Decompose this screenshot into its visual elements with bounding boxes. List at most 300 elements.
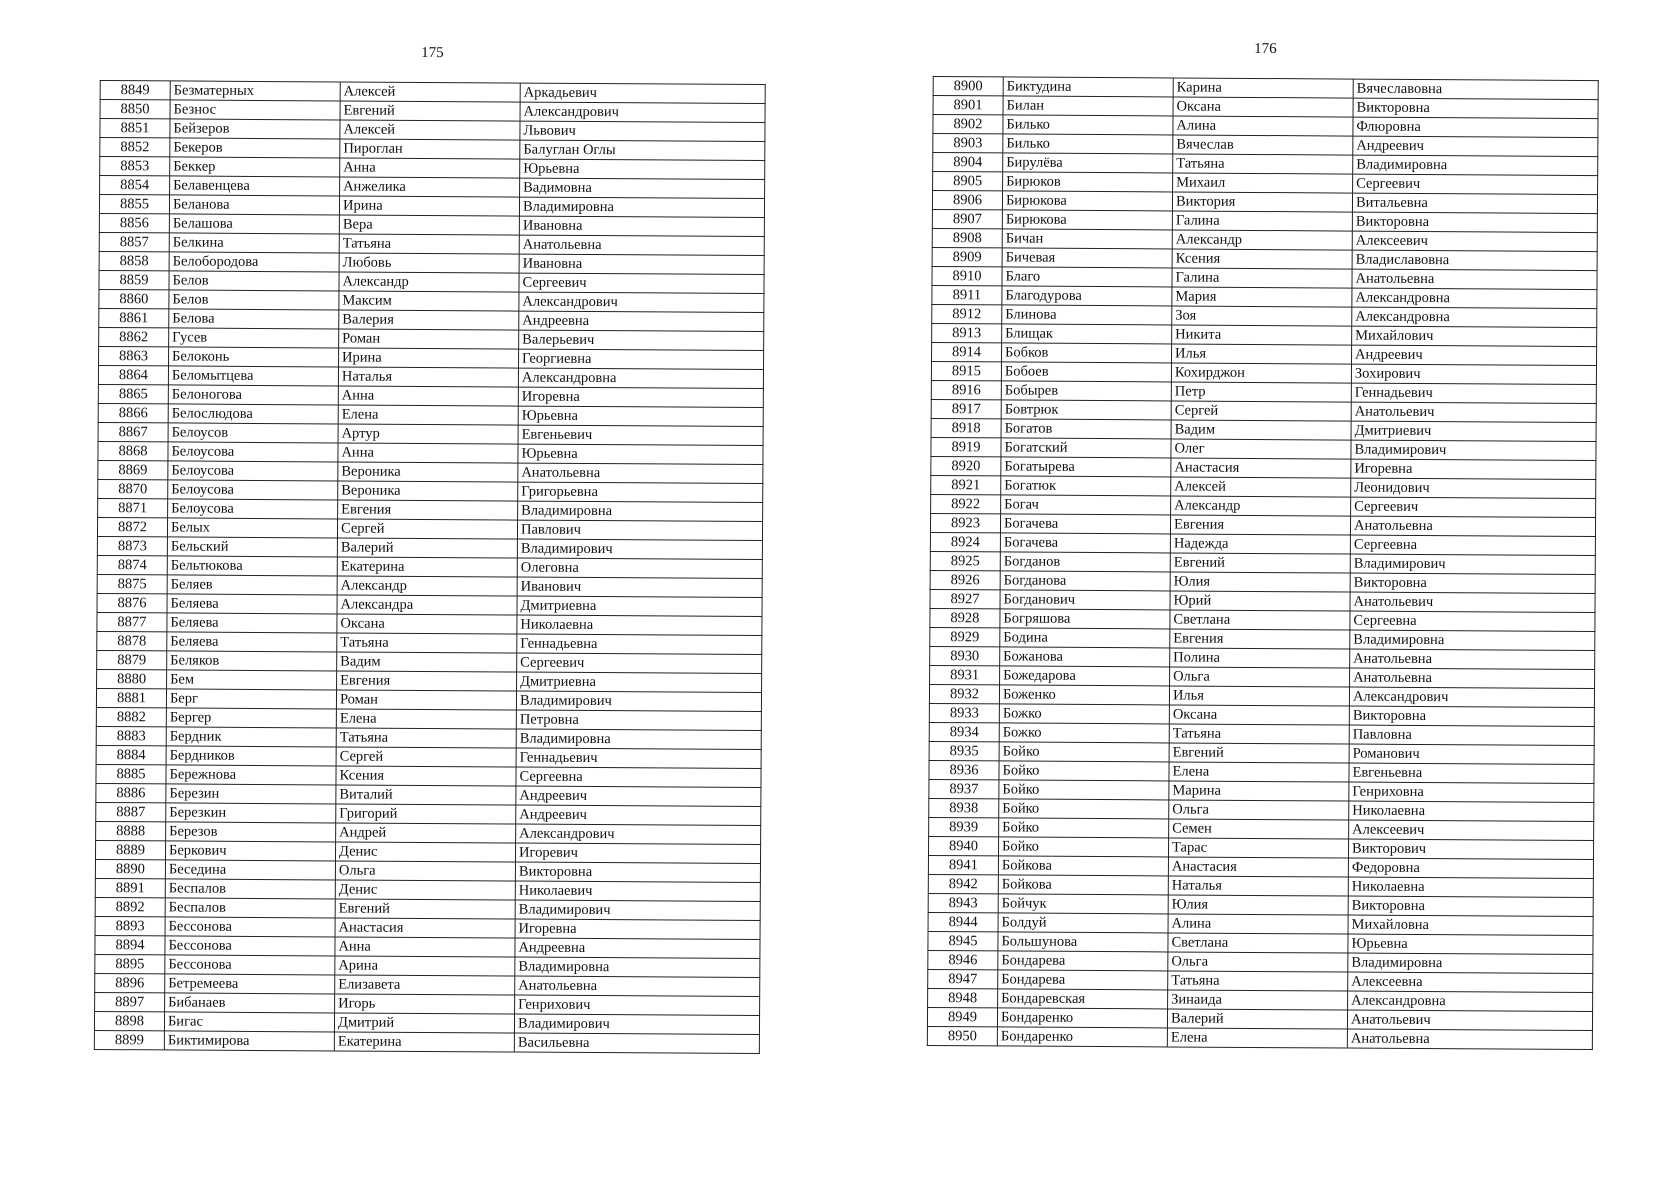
patronymic-cell: Андреевна bbox=[515, 938, 760, 958]
row-number-cell: 8868 bbox=[98, 441, 168, 460]
row-number-cell: 8890 bbox=[95, 859, 165, 878]
surname-cell: Бергер bbox=[166, 708, 336, 728]
row-number-cell: 8857 bbox=[99, 232, 169, 251]
patronymic-cell: Андреевич bbox=[516, 786, 761, 806]
first-name-cell: Игорь bbox=[335, 994, 515, 1014]
patronymic-cell: Аркадьевич bbox=[520, 83, 765, 103]
first-name-cell: Екатерина bbox=[334, 1032, 514, 1052]
first-name-cell: Татьяна bbox=[1168, 971, 1348, 991]
surname-cell: Бирюкова bbox=[1002, 191, 1172, 211]
surname-cell: Берг bbox=[166, 689, 336, 709]
patronymic-cell: Евгеньевна bbox=[1349, 763, 1594, 783]
row-number-cell: 8872 bbox=[97, 517, 167, 536]
surname-cell: Бичевая bbox=[1002, 248, 1172, 268]
patronymic-cell: Владиславовна bbox=[1352, 250, 1597, 270]
first-name-cell: Вероника bbox=[338, 481, 518, 501]
patronymic-cell: Иванович bbox=[517, 577, 762, 597]
first-name-cell: Марина bbox=[1169, 781, 1349, 801]
patronymic-cell: Викторовна bbox=[1348, 896, 1593, 916]
first-name-cell: Алексей bbox=[340, 82, 520, 102]
first-name-cell: Семен bbox=[1169, 819, 1349, 839]
row-number-cell: 8879 bbox=[97, 650, 167, 669]
row-number-cell: 8862 bbox=[99, 327, 169, 346]
patronymic-cell: Петровна bbox=[516, 710, 761, 730]
patronymic-cell: Анатольевна bbox=[1350, 516, 1595, 536]
row-number-cell: 8908 bbox=[932, 228, 1002, 247]
first-name-cell: Анастасия bbox=[1168, 857, 1348, 877]
surname-cell: Богданович bbox=[1000, 590, 1170, 610]
first-name-cell: Валерий bbox=[1167, 1009, 1347, 1029]
row-number-cell: 8854 bbox=[100, 176, 170, 195]
first-name-cell: Елена bbox=[336, 709, 516, 729]
surname-cell: Бойко bbox=[999, 780, 1169, 800]
first-name-cell: Валерий bbox=[337, 538, 517, 558]
surname-cell: Бессонова bbox=[165, 955, 335, 975]
row-number-cell: 8876 bbox=[97, 593, 167, 612]
first-name-cell: Олег bbox=[1171, 439, 1351, 459]
surname-cell: Бойко bbox=[999, 761, 1169, 781]
patronymic-cell: Александровна bbox=[1352, 307, 1597, 327]
surname-cell: Бобырев bbox=[1001, 381, 1171, 401]
surname-cell: Благодурова bbox=[1002, 286, 1172, 306]
row-number-cell: 8871 bbox=[98, 498, 168, 517]
patronymic-cell: Владимирович bbox=[517, 539, 762, 559]
first-name-cell: Полина bbox=[1170, 648, 1350, 668]
row-number-cell: 8891 bbox=[95, 878, 165, 897]
first-name-cell: Елена bbox=[1169, 762, 1349, 782]
first-name-cell: Любовь bbox=[339, 253, 519, 273]
surname-cell: Беляева bbox=[167, 632, 337, 652]
patronymic-cell: Флюровна bbox=[1353, 117, 1598, 137]
surname-cell: Богданов bbox=[1000, 552, 1170, 572]
surname-cell: Белоусов bbox=[168, 423, 338, 443]
row-number-cell: 8907 bbox=[932, 209, 1002, 228]
patronymic-cell: Викторович bbox=[1348, 839, 1593, 859]
patronymic-cell: Вадимовна bbox=[520, 178, 765, 198]
row-number-cell: 8897 bbox=[95, 992, 165, 1011]
row-number-cell: 8855 bbox=[99, 195, 169, 214]
patronymic-cell: Анатольевна bbox=[518, 463, 763, 483]
row-number-cell: 8915 bbox=[931, 361, 1001, 380]
row-number-cell: 8906 bbox=[932, 191, 1002, 210]
first-name-cell: Ирина bbox=[339, 196, 519, 216]
row-number-cell: 8861 bbox=[99, 308, 169, 327]
first-name-cell: Татьяна bbox=[337, 633, 517, 653]
row-number-cell: 8852 bbox=[100, 138, 170, 157]
patronymic-cell: Владимирович bbox=[1350, 554, 1595, 574]
patronymic-cell: Александрович bbox=[520, 102, 765, 122]
first-name-cell: Ольга bbox=[335, 861, 515, 881]
patronymic-cell: Андреевич bbox=[516, 805, 761, 825]
row-number-cell: 8865 bbox=[98, 384, 168, 403]
first-name-cell: Евгения bbox=[337, 671, 517, 691]
first-name-cell: Евгений bbox=[340, 101, 520, 121]
patronymic-cell: Дмитриевич bbox=[1351, 421, 1596, 441]
first-name-cell: Анжелика bbox=[340, 177, 520, 197]
patronymic-cell: Андреевна bbox=[519, 311, 764, 331]
surname-cell: Белослюдова bbox=[168, 404, 338, 424]
table-row bbox=[927, 1026, 1592, 1049]
row-number-cell: 8883 bbox=[96, 726, 166, 745]
surname-cell: Бондаренко bbox=[997, 1008, 1167, 1028]
surname-cell: Бойко bbox=[998, 837, 1168, 857]
surname-cell: Болдуй bbox=[998, 913, 1168, 933]
first-name-cell: Максим bbox=[339, 291, 519, 311]
row-number-cell: 8877 bbox=[97, 612, 167, 631]
row-number-cell: 8926 bbox=[930, 570, 1000, 589]
roster-table-body bbox=[94, 81, 765, 1054]
surname-cell: Бельтюкова bbox=[167, 556, 337, 576]
surname-cell: Белов bbox=[169, 271, 339, 291]
row-number-cell: 8931 bbox=[930, 665, 1000, 684]
patronymic-cell: Андреевич bbox=[1353, 136, 1598, 156]
patronymic-cell: Ивановна bbox=[519, 216, 764, 236]
first-name-cell: Александр bbox=[1172, 230, 1352, 250]
first-name-cell: Сергей bbox=[336, 747, 516, 767]
surname-cell: Богряшова bbox=[1000, 609, 1170, 629]
patronymic-cell: Александровна bbox=[1348, 991, 1593, 1011]
patronymic-cell: Леонидович bbox=[1351, 478, 1596, 498]
surname-cell: Белых bbox=[167, 518, 337, 538]
first-name-cell: Евгения bbox=[338, 500, 518, 520]
first-name-cell: Евгения bbox=[1170, 515, 1350, 535]
surname-cell: Бичан bbox=[1002, 229, 1172, 249]
patronymic-cell: Владимировна bbox=[516, 729, 761, 749]
row-number-cell: 8887 bbox=[96, 802, 166, 821]
row-number-cell: 8929 bbox=[930, 627, 1000, 646]
surname-cell: Божанова bbox=[1000, 647, 1170, 667]
patronymic-cell: Игоревна bbox=[1351, 459, 1596, 479]
patronymic-cell: Сергеевич bbox=[1351, 497, 1596, 517]
surname-cell: Бовтрюк bbox=[1001, 400, 1171, 420]
surname-cell: Билько bbox=[1003, 134, 1173, 154]
surname-cell: Бем bbox=[167, 670, 337, 690]
patronymic-cell: Владимировна bbox=[1353, 155, 1598, 175]
patronymic-cell: Геннадьевич bbox=[1351, 383, 1596, 403]
surname-cell: Бондарева bbox=[998, 970, 1168, 990]
row-number-cell: 8950 bbox=[927, 1026, 997, 1045]
patronymic-cell: Олеговна bbox=[517, 558, 762, 578]
row-number-cell: 8875 bbox=[97, 574, 167, 593]
patronymic-cell: Дмитриевна bbox=[517, 596, 762, 616]
first-name-cell: Александр bbox=[339, 272, 519, 292]
patronymic-cell: Игоревна bbox=[515, 919, 760, 939]
first-name-cell: Елена bbox=[1167, 1028, 1347, 1048]
surname-cell: Беспалов bbox=[165, 879, 335, 899]
row-number-cell: 8859 bbox=[99, 270, 169, 289]
row-number-cell: 8910 bbox=[932, 266, 1002, 285]
surname-cell: Беланова bbox=[169, 195, 339, 215]
surname-cell: Бессонова bbox=[165, 917, 335, 937]
first-name-cell: Александр bbox=[1171, 496, 1351, 516]
row-number-cell: 8899 bbox=[94, 1030, 164, 1049]
surname-cell: Бойко bbox=[999, 742, 1169, 762]
row-number-cell: 8913 bbox=[932, 323, 1002, 342]
surname-cell: Бекеров bbox=[170, 138, 340, 158]
surname-cell: Бойко bbox=[999, 818, 1169, 838]
row-number-cell: 8866 bbox=[98, 403, 168, 422]
patronymic-cell: Александровна bbox=[1352, 288, 1597, 308]
surname-cell: Боженко bbox=[999, 685, 1169, 705]
patronymic-cell: Геннадьевна bbox=[517, 634, 762, 654]
patronymic-cell: Сергеевна bbox=[516, 767, 761, 787]
row-number-cell: 8886 bbox=[96, 783, 166, 802]
surname-cell: Бердник bbox=[166, 727, 336, 747]
first-name-cell: Алексей bbox=[1171, 477, 1351, 497]
first-name-cell: Оксана bbox=[1169, 705, 1349, 725]
surname-cell: Белоусова bbox=[168, 499, 338, 519]
patronymic-cell: Алексеевна bbox=[1348, 972, 1593, 992]
row-number-cell: 8935 bbox=[929, 741, 999, 760]
roster-table-body bbox=[927, 77, 1598, 1050]
surname-cell: Билько bbox=[1003, 115, 1173, 135]
surname-cell: Биктудина bbox=[1003, 77, 1173, 97]
first-name-cell: Татьяна bbox=[1173, 154, 1353, 174]
surname-cell: Белоусова bbox=[168, 480, 338, 500]
row-number-cell: 8894 bbox=[95, 935, 165, 954]
surname-cell: Бибанаев bbox=[165, 993, 335, 1013]
first-name-cell: Юлия bbox=[1168, 895, 1348, 915]
patronymic-cell: Анатольевна bbox=[515, 976, 760, 996]
surname-cell: Бирюкова bbox=[1002, 210, 1172, 230]
surname-cell: Богатский bbox=[1001, 438, 1171, 458]
first-name-cell: Петр bbox=[1171, 382, 1351, 402]
first-name-cell: Андрей bbox=[336, 823, 516, 843]
first-name-cell: Роман bbox=[339, 329, 519, 349]
patronymic-cell: Владимировна bbox=[518, 501, 763, 521]
first-name-cell: Сергей bbox=[1171, 401, 1351, 421]
first-name-cell: Вера bbox=[339, 215, 519, 235]
patronymic-cell: Владимирович bbox=[1351, 440, 1596, 460]
surname-cell: Беломытцева bbox=[168, 366, 338, 386]
surname-cell: Березин bbox=[166, 784, 336, 804]
surname-cell: Богатырева bbox=[1001, 457, 1171, 477]
patronymic-cell: Александровна bbox=[518, 368, 763, 388]
first-name-cell: Алексей bbox=[340, 120, 520, 140]
row-number-cell: 8884 bbox=[96, 745, 166, 764]
row-number-cell: 8942 bbox=[928, 874, 998, 893]
surname-cell: Блинова bbox=[1002, 305, 1172, 325]
patronymic-cell: Львович bbox=[520, 121, 765, 141]
surname-cell: Белобородова bbox=[169, 252, 339, 272]
row-number-cell: 8896 bbox=[95, 973, 165, 992]
patronymic-cell: Александрович bbox=[516, 824, 761, 844]
surname-cell: Богданова bbox=[1000, 571, 1170, 591]
patronymic-cell: Владимировна bbox=[519, 197, 764, 217]
surname-cell: Белова bbox=[169, 309, 339, 329]
row-number-cell: 8874 bbox=[97, 555, 167, 574]
patronymic-cell: Вячеславовна bbox=[1353, 79, 1598, 99]
row-number-cell: 8858 bbox=[99, 251, 169, 270]
first-name-cell: Зинаида bbox=[1168, 990, 1348, 1010]
first-name-cell: Татьяна bbox=[339, 234, 519, 254]
row-number-cell: 8849 bbox=[100, 81, 170, 100]
surname-cell: Бельский bbox=[167, 537, 337, 557]
surname-cell: Беспалов bbox=[165, 898, 335, 918]
row-number-cell: 8937 bbox=[929, 779, 999, 798]
patronymic-cell: Анатольевич bbox=[1351, 402, 1596, 422]
surname-cell: Богатюк bbox=[1001, 476, 1171, 496]
row-number-cell: 8925 bbox=[930, 551, 1000, 570]
first-name-cell: Надежда bbox=[1170, 534, 1350, 554]
first-name-cell: Кохирджон bbox=[1171, 363, 1351, 383]
first-name-cell: Роман bbox=[336, 690, 516, 710]
row-number-cell: 8880 bbox=[97, 669, 167, 688]
first-name-cell: Валерия bbox=[339, 310, 519, 330]
row-number-cell: 8856 bbox=[99, 213, 169, 232]
row-number-cell: 8922 bbox=[931, 494, 1001, 513]
surname-cell: Белкина bbox=[169, 233, 339, 253]
first-name-cell: Анастасия bbox=[335, 918, 515, 938]
surname-cell: Бессонова bbox=[165, 936, 335, 956]
patronymic-cell: Николаевна bbox=[517, 615, 762, 635]
patronymic-cell: Владимирович bbox=[514, 1014, 759, 1034]
first-name-cell: Екатерина bbox=[337, 557, 517, 577]
row-number-cell: 8889 bbox=[95, 840, 165, 859]
surname-cell: Бердников bbox=[166, 746, 336, 766]
first-name-cell: Дмитрий bbox=[334, 1013, 514, 1033]
row-number-cell: 8912 bbox=[932, 304, 1002, 323]
left-page bbox=[94, 40, 765, 1054]
first-name-cell: Алина bbox=[1173, 116, 1353, 136]
row-number-cell: 8940 bbox=[928, 836, 998, 855]
patronymic-cell: Игоревна bbox=[518, 387, 763, 407]
patronymic-cell: Зохирович bbox=[1351, 364, 1596, 384]
row-number-cell: 8904 bbox=[933, 153, 1003, 172]
first-name-cell: Евгений bbox=[1170, 553, 1350, 573]
first-name-cell: Елизавета bbox=[335, 975, 515, 995]
row-number-cell: 8903 bbox=[933, 134, 1003, 153]
surname-cell: Березов bbox=[166, 822, 336, 842]
row-number-cell: 8924 bbox=[930, 532, 1000, 551]
first-name-cell: Анна bbox=[340, 158, 520, 178]
first-name-cell: Евгений bbox=[335, 899, 515, 919]
row-number-cell: 8864 bbox=[98, 365, 168, 384]
patronymic-cell: Викторовна bbox=[515, 862, 760, 882]
first-name-cell: Оксана bbox=[337, 614, 517, 634]
surname-cell: Белов bbox=[169, 290, 339, 310]
patronymic-cell: Генрихович bbox=[515, 995, 760, 1015]
patronymic-cell: Юрьевна bbox=[520, 159, 765, 179]
patronymic-cell: Николаевна bbox=[1349, 801, 1594, 821]
first-name-cell: Елена bbox=[338, 405, 518, 425]
row-number-cell: 8893 bbox=[95, 916, 165, 935]
patronymic-cell: Генриховна bbox=[1349, 782, 1594, 802]
row-number-cell: 8909 bbox=[932, 247, 1002, 266]
row-number-cell: 8851 bbox=[100, 119, 170, 138]
patronymic-cell: Романович bbox=[1349, 744, 1594, 764]
row-number-cell: 8905 bbox=[933, 172, 1003, 191]
row-number-cell: 8948 bbox=[928, 988, 998, 1007]
row-number-cell: 8919 bbox=[931, 437, 1001, 456]
surname-cell: Бондарева bbox=[998, 951, 1168, 971]
first-name-cell: Алина bbox=[1168, 914, 1348, 934]
first-name-cell: Карина bbox=[1173, 78, 1353, 98]
patronymic-cell: Геннадьевич bbox=[516, 748, 761, 768]
first-name-cell: Сергей bbox=[337, 519, 517, 539]
patronymic-cell: Григорьевна bbox=[518, 482, 763, 502]
patronymic-cell: Анатольевна bbox=[1347, 1029, 1592, 1049]
surname-cell: Бирулёва bbox=[1003, 153, 1173, 173]
patronymic-cell: Александрович bbox=[1349, 687, 1594, 707]
patronymic-cell: Анатольевич bbox=[1347, 1010, 1592, 1030]
surname-cell: Беляков bbox=[167, 651, 337, 671]
row-number-cell: 8882 bbox=[96, 707, 166, 726]
surname-cell: Белоногова bbox=[168, 385, 338, 405]
patronymic-cell: Балуглан Оглы bbox=[520, 140, 765, 160]
patronymic-cell: Ивановна bbox=[519, 254, 764, 274]
surname-cell: Божко bbox=[999, 704, 1169, 724]
first-name-cell: Пироглан bbox=[340, 139, 520, 159]
patronymic-cell: Николаевна bbox=[1348, 877, 1593, 897]
row-number-cell: 8898 bbox=[94, 1011, 164, 1030]
first-name-cell: Виктория bbox=[1172, 192, 1352, 212]
first-name-cell: Артур bbox=[338, 424, 518, 444]
patronymic-cell: Валерьевич bbox=[519, 330, 764, 350]
patronymic-cell: Владимирович bbox=[515, 900, 760, 920]
first-name-cell: Галина bbox=[1172, 211, 1352, 231]
surname-cell: Беседина bbox=[165, 860, 335, 880]
row-number-cell: 8902 bbox=[933, 115, 1003, 134]
first-name-cell: Мария bbox=[1172, 287, 1352, 307]
row-number-cell: 8850 bbox=[100, 100, 170, 119]
patronymic-cell: Юрьевна bbox=[518, 406, 763, 426]
first-name-cell: Анна bbox=[338, 386, 518, 406]
surname-cell: Билан bbox=[1003, 96, 1173, 116]
patronymic-cell: Георгиевна bbox=[519, 349, 764, 369]
first-name-cell: Зоя bbox=[1172, 306, 1352, 326]
page-number: 175 bbox=[421, 44, 444, 62]
surname-cell: Божко bbox=[999, 723, 1169, 743]
patronymic-cell: Игоревич bbox=[515, 843, 760, 863]
row-number-cell: 8947 bbox=[928, 969, 998, 988]
row-number-cell: 8918 bbox=[931, 418, 1001, 437]
surname-cell: Белашова bbox=[169, 214, 339, 234]
row-number-cell: 8932 bbox=[929, 684, 999, 703]
first-name-cell: Анастасия bbox=[1171, 458, 1351, 478]
row-number-cell: 8914 bbox=[932, 342, 1002, 361]
patronymic-cell: Владимировна bbox=[1350, 630, 1595, 650]
row-number-cell: 8869 bbox=[98, 460, 168, 479]
row-number-cell: 8885 bbox=[96, 764, 166, 783]
surname-cell: Богачева bbox=[1000, 533, 1170, 553]
surname-cell: Благо bbox=[1002, 267, 1172, 287]
patronymic-cell: Андреевич bbox=[1352, 345, 1597, 365]
surname-cell: Бодина bbox=[1000, 628, 1170, 648]
first-name-cell: Арина bbox=[335, 956, 515, 976]
surname-cell: Бейзеров bbox=[170, 119, 340, 139]
row-number-cell: 8939 bbox=[929, 817, 999, 836]
row-number-cell: 8944 bbox=[928, 912, 998, 931]
first-name-cell: Никита bbox=[1172, 325, 1352, 345]
row-number-cell: 8895 bbox=[95, 954, 165, 973]
row-number-cell: 8873 bbox=[97, 536, 167, 555]
surname-cell: Белавенцева bbox=[170, 176, 340, 196]
first-name-cell: Денис bbox=[335, 880, 515, 900]
table-row bbox=[94, 1030, 759, 1053]
patronymic-cell: Анатольевна bbox=[1350, 649, 1595, 669]
surname-cell: Белоусова bbox=[168, 442, 338, 462]
row-number-cell: 8933 bbox=[929, 703, 999, 722]
surname-cell: Богачева bbox=[1000, 514, 1170, 534]
first-name-cell: Ольга bbox=[1168, 952, 1348, 972]
row-number-cell: 8946 bbox=[928, 950, 998, 969]
patronymic-cell: Сергеевич bbox=[1353, 174, 1598, 194]
row-number-cell: 8923 bbox=[930, 513, 1000, 532]
patronymic-cell: Владимировна bbox=[1348, 953, 1593, 973]
surname-cell: Безматерных bbox=[170, 81, 340, 101]
first-name-cell: Анна bbox=[338, 443, 518, 463]
